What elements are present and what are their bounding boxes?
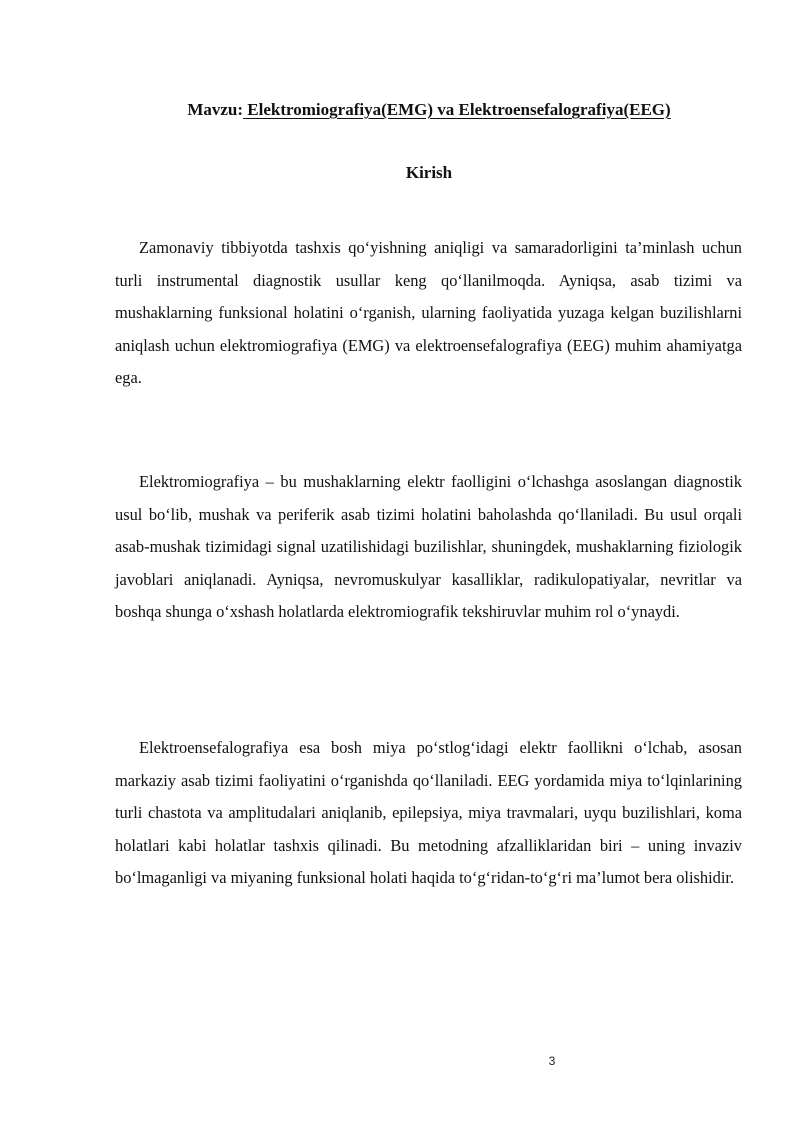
title-prefix: Mavzu: [187, 100, 244, 119]
paragraph-introduction: Zamonaviy tibbiyotda tashxis qo‘yishning aniqligi va samaradorligini ta’minlash uchun turli instrumental diagnostik usullar keng qo‘llanilmoqda. Ayniqsa, asab tizimi va mushaklarning funksional holatini o‘rganish, ularning faoliyatida yuzaga kelgan buzilishlarni aniqlash uchun elektromiografiya (EMG) va elektroensefalografiya (EEG) muhim ahamiyatga ega. [115, 238, 742, 388]
paragraph-eeg: Elektroensefalografiya esa bosh miya po‘stlog‘idagi elektr faollikni o‘lchab, asosan markaziy asab tizimi faoliyatini o‘rganishda qo‘llaniladi. EEG yordamida miya to‘lqinlarining turli chastota va amplitudalari aniqlanib, epilepsiya, miya travmalari, uyqu buzilishlari, koma holatlari kabi holatlar tashxis qilinadi. Bu metodning afzalliklaridan biri – uning invaziv bo‘lmaganligi va miyaning funksional holati haqida to‘g‘ridan-to‘g‘ri ma’lumot bera olishidir. [115, 738, 742, 888]
document-title [0, 96, 800, 124]
paragraph-emg: Elektromiografiya – bu mushaklarning elektr faolligini o‘lchashga asoslangan diagnostik usul bo‘lib, mushak va periferik asab tizimi holatini baholashda qo‘llaniladi. Bu usul orqali asab-mushak tizimidagi signal uzatilishidagi buzilishlar, shuningdek, mushaklarning fiziologik javoblari aniqlanadi. Ayniqsa, nevromuskulyar kasalliklar, radikulopatiyalar, nevritlar va boshqa shunga o‘xshash holatlarda elektromiografik tekshiruvlar muhim rol o‘ynaydi. [115, 472, 742, 622]
section-heading: Kirish [405, 163, 453, 182]
title-topic: Elektromiografiya(EMG) va Elektroensefalografiya(EEG) [243, 100, 671, 119]
page-number: 3 [548, 1054, 556, 1068]
